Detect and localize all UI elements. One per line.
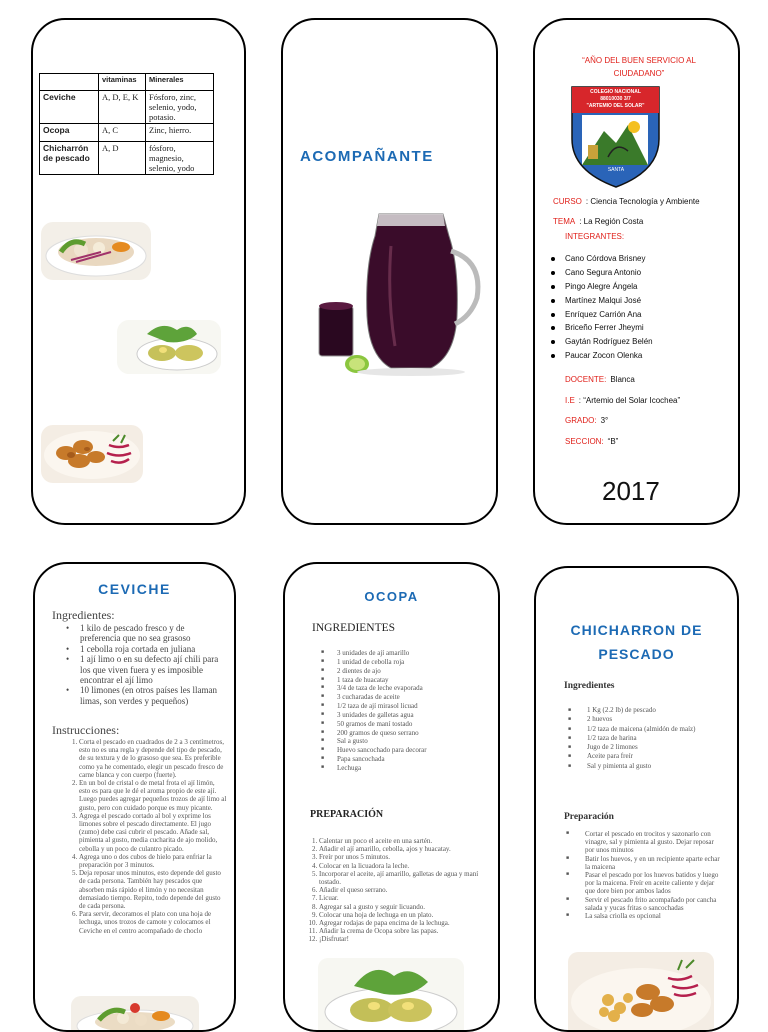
list-item: 5. Deja reposar unos minutos, esto depende del gusto de cada persona. También hay pescados que absorben más rápido el limón y no necesitan demasiado tiempo. Repito, todo depende del gusto de cada persona. bbox=[79, 869, 227, 910]
ie-line bbox=[565, 390, 680, 408]
ceviche-photo bbox=[41, 222, 151, 280]
list-item: 7. Licuar. bbox=[319, 894, 489, 902]
motto: “AÑO DEL BUEN SERVICIO AL CIUDADANO” bbox=[582, 56, 696, 78]
table-row bbox=[40, 124, 214, 142]
list-item-text: 1 unidad de cebolla roja bbox=[337, 657, 405, 666]
ocopa-ingredients-list bbox=[321, 649, 481, 773]
list-item-text: Jugo de 2 limones bbox=[587, 743, 638, 752]
member-item: Gaytán Rodríguez Belén bbox=[565, 337, 653, 346]
list-item: 1. Calentar un poco el aceite en una sartén. bbox=[319, 837, 489, 845]
docente-value: Blanca bbox=[610, 375, 635, 384]
list-item-text: 1 cebolla roja cortada en juliana bbox=[80, 643, 196, 654]
ceviche-ingredients-list bbox=[66, 623, 226, 706]
list-item-text: 3 cucharadas de aceite bbox=[337, 693, 400, 702]
list-item: • 1 kilo de pescado fresco y de preferencia que no sea grasoso bbox=[66, 623, 191, 644]
list-item: ■ 1 taza de huacatay bbox=[321, 675, 389, 684]
ie-value: : “Artemio del Solar Icochea” bbox=[578, 396, 681, 405]
list-item: ■ 1/2 taza de ají mirasol licuad bbox=[321, 702, 418, 711]
school-crest bbox=[568, 85, 663, 189]
list-item-text: 10 limones (en otros países les llaman limas, son verdes y pequeños) bbox=[80, 685, 217, 706]
table-header-cell bbox=[40, 74, 99, 91]
grado-label: GRADO: bbox=[565, 416, 597, 425]
list-item-text: 1 ají limo o en su defecto ají chili para los que viven fuera y es imposible encontrar el ají limo bbox=[80, 654, 219, 686]
list-item: ■ Jugo de 2 limones bbox=[568, 743, 638, 752]
list-item-text: Servir el pescado frito acompañado por cancha salada y yucas fritas o sancochadas bbox=[585, 895, 717, 912]
chicharron-bottom-photo bbox=[568, 952, 714, 1032]
member-item: Paucar Zocon Olenka bbox=[565, 351, 643, 360]
list-item-text: 2 dientes de ajo bbox=[337, 666, 381, 675]
list-item: ■ 3 unidades de galletas agua bbox=[321, 710, 414, 719]
ceviche-instructions-label: Instrucciones: bbox=[52, 723, 120, 737]
table-header-cell: Minerales bbox=[146, 74, 214, 91]
list-item: 8. Agregar sal a gusto y seguir licuando. bbox=[319, 903, 489, 911]
list-item: • 10 limones (en otros países les llaman limas, son verdes y pequeños) bbox=[66, 685, 217, 706]
list-item: 3. Freír por unos 5 minutos. bbox=[319, 853, 489, 861]
ceviche-bottom-photo bbox=[71, 996, 199, 1032]
list-item-text: 3/4 de taza de leche evaporada bbox=[337, 684, 423, 693]
list-item: 1. Corta el pescado en cuadrados de 2 a 3 centímetros, esto no es una regla y depende del tipo de pescado, de su textura y de lo grasoso que sea. Es preferible como ya he comentado, elegir un pescado fresco de carne blanca y con cuerpo (fuerte). bbox=[79, 738, 227, 779]
table-row bbox=[40, 91, 214, 124]
list-item-text: 1 taza de huacatay bbox=[337, 675, 389, 684]
integrantes-label: INTEGRANTES: bbox=[565, 232, 625, 241]
list-item-text: 2 huevos bbox=[587, 715, 613, 724]
tema-line bbox=[553, 211, 643, 229]
list-item: ■ Sal a gusto bbox=[321, 737, 368, 746]
list-item: ■ Pasar el pescado por los huevos batidos y luego por la maicena. Freír en aceite caliente y dejar que dore bien por ambos lados bbox=[566, 871, 719, 896]
list-item-text: Sal a gusto bbox=[337, 737, 368, 746]
list-item: ■ 1 Kg (2.2 lb) de pescado bbox=[568, 706, 656, 714]
curso-value: : Ciencia Tecnología y Ambiente bbox=[585, 197, 700, 206]
list-item: ■ 1/2 taza de maicena (almidón de maíz) bbox=[568, 724, 696, 733]
table-header-row bbox=[40, 74, 214, 91]
grado-value: 3° bbox=[600, 416, 609, 425]
acompanante-title: ACOMPAÑANTE bbox=[300, 148, 434, 165]
list-item: ■ Servir el pescado frito acompañado por cancha salada y yucas fritas o sancochadas bbox=[566, 895, 717, 912]
seccion-label: SECCION: bbox=[565, 437, 604, 446]
ocopa-photo bbox=[117, 320, 221, 374]
chicharron-photo bbox=[41, 425, 143, 483]
chicharron-preparation-list bbox=[566, 830, 724, 920]
tema-label: TEMA bbox=[553, 217, 576, 226]
list-item: ■ 1 unidad de cebolla roja bbox=[321, 657, 405, 666]
chicharron-ingredients-label: Ingredientes bbox=[564, 681, 615, 691]
list-item: 5. Incorporar el aceite, ají amarillo, galletas de agua y maní tostado. bbox=[319, 870, 489, 886]
crest-line2: 88010030 3/7 bbox=[600, 96, 631, 102]
crest-bottom: SANTA bbox=[607, 167, 625, 173]
ocopa-bottom-photo bbox=[318, 958, 464, 1032]
list-item-text: 1 Kg (2.2 lb) de pescado bbox=[587, 706, 656, 714]
list-item: 4. Agrega uno o dos cubos de hielo para enfriar la preparación por 3 minutos. bbox=[79, 853, 227, 869]
list-item: • 1 cebolla roja cortada en juliana bbox=[66, 643, 196, 654]
member-item: Enríquez Carrión Ana bbox=[565, 310, 642, 319]
table-cell: fósforo, magnesio, selenio, yodo bbox=[146, 142, 214, 175]
ceviche-title: CEVICHE bbox=[98, 581, 171, 597]
list-item-text: Aceite para freír bbox=[587, 752, 633, 761]
ocopa-preparation-label: PREPARACIÓN bbox=[310, 809, 384, 820]
list-item-text: Huevo sancochado para decorar bbox=[337, 746, 427, 755]
list-item: 9. Colocar una hoja de lechuga en un plato. bbox=[319, 911, 489, 919]
table-cell: Zinc, hierro. bbox=[146, 124, 214, 142]
list-item-text: 200 gramos de queso serrano bbox=[337, 728, 419, 737]
list-item: ■ 2 dientes de ajo bbox=[321, 666, 381, 675]
list-item: • 1 ají limo o en su defecto ají chili para los que viven fuera y es imposible encontrar el ají limo bbox=[66, 654, 219, 686]
member-item: Martínez Malqui José bbox=[565, 296, 642, 305]
list-item-text: 3 unidades de ají amarillo bbox=[337, 649, 410, 657]
chicha-morada-photo bbox=[311, 206, 481, 378]
table-cell: A, D, E, K bbox=[99, 91, 146, 124]
list-item: ■ La salsa criolla es opcional bbox=[566, 912, 661, 921]
list-item: 3. Agrega el pescado cortado al bol y exprime los limones sobre el pescado directamente. El jugo (zumo) debe casi cubrir el pescado. Añade sal, pimienta al gusto, media cucharita de ajo molido, cebolla y un poco de culantro picado. bbox=[79, 812, 227, 853]
table-cell: A, C bbox=[99, 124, 146, 142]
list-item: 12. ¡Disfrutar! bbox=[319, 935, 489, 943]
year: 2017 bbox=[602, 476, 660, 506]
chicharron-title-line2: PESCADO bbox=[598, 646, 675, 662]
panel-chicharron bbox=[534, 566, 739, 1032]
member-item: Briceño Ferrer Jheymi bbox=[565, 323, 644, 332]
panel-acompanante bbox=[281, 18, 498, 525]
curso-label: CURSO bbox=[553, 197, 582, 206]
list-item: ■ 2 huevos bbox=[568, 715, 613, 724]
list-item: 6. Para servir, decoramos el plato con una hoja de lechuga, unos trozos de camote y colocamos el Ceviche en el centro acompañado de choclo bbox=[79, 910, 227, 935]
list-item: ■ Huevo sancochado para decorar bbox=[321, 746, 427, 755]
list-item-text: Papa sancochada bbox=[337, 755, 385, 764]
ocopa-ingredients-label: INGREDIENTES bbox=[312, 622, 396, 634]
member-item: Cano Córdova Brisney bbox=[565, 254, 646, 263]
list-item: ■ Lechuga bbox=[321, 763, 362, 772]
list-item: ■ Cortar el pescado en trocitos y sazonarlo con vinagre, sal y pimienta al gusto. Dejar reposar por unos minutos bbox=[566, 830, 714, 855]
list-item-text: 3 unidades de galletas agua bbox=[337, 710, 414, 719]
list-item-text: Batir los huevos, y en un recipiente aparte echar la maicena bbox=[585, 854, 720, 871]
ceviche-ingredients-label: Ingredientes: bbox=[52, 608, 115, 622]
panel-cover bbox=[533, 18, 740, 525]
ocopa-title: OCOPA bbox=[364, 589, 419, 604]
list-item-text: 1 kilo de pescado fresco y de preferencia que no sea grasoso bbox=[80, 623, 191, 644]
list-item: 2. Añadir el ají amarillo, cebolla, ajos y huacatay. bbox=[319, 845, 489, 853]
list-item: 10. Agregar rodajas de papa encima de la lechuga. bbox=[319, 919, 489, 927]
list-item: 11. Añadir la crema de Ocopa sobre las papas. bbox=[319, 927, 489, 935]
list-item: ■ Aceite para freír bbox=[568, 752, 633, 761]
list-item-text: 1/2 taza de ají mirasol licuad bbox=[337, 702, 418, 711]
chicharron-title-line1: CHICHARRON DE bbox=[570, 622, 703, 638]
list-item: ■ 3 cucharadas de aceite bbox=[321, 693, 400, 702]
list-item-text: La salsa criolla es opcional bbox=[585, 912, 661, 921]
table-row bbox=[40, 142, 214, 175]
ie-label: I.E bbox=[565, 396, 575, 405]
grado-line bbox=[565, 410, 608, 428]
list-item: 2. En un bol de cristal o de metal frota el ají limón, esto es para que le dé el aroma propio de este ají. Luego puedes agregar pequeños trozos de ají limo al gusto, pero con cuidado porque es muy picante. bbox=[79, 779, 227, 812]
seccion-line bbox=[565, 431, 618, 449]
member-item: Pingo Alegre Ángela bbox=[565, 282, 638, 291]
nutrition-table bbox=[39, 73, 214, 175]
list-item: ■ Sal y pimienta al gusto bbox=[568, 761, 652, 770]
table-header-cell: vitaminas bbox=[99, 74, 146, 91]
list-item-text: Pasar el pescado por los huevos batidos y luego por la maicena. Freír en aceite caliente y dejar que dore bien por ambos lados bbox=[585, 871, 719, 896]
list-item: 6. Añadir el queso serrano. bbox=[319, 886, 489, 894]
docente-line bbox=[565, 369, 635, 387]
list-item: ■ Papa sancochada bbox=[321, 755, 385, 764]
list-item: ■ 50 gramos de maní tostado bbox=[321, 719, 413, 728]
list-item: ■ 3/4 de taza de leche evaporada bbox=[321, 684, 423, 693]
panel-nutrition bbox=[31, 18, 246, 525]
tema-value: : La Región Costa bbox=[579, 217, 644, 226]
table-cell: A, D bbox=[99, 142, 146, 175]
curso-line bbox=[553, 191, 700, 209]
panel-ocopa bbox=[283, 562, 500, 1032]
chicharron-ingredients-list bbox=[568, 706, 728, 771]
list-item: ■ 1/2 taza de harina bbox=[568, 733, 637, 742]
list-item: ■ Batir los huevos, y en un recipiente aparte echar la maicena bbox=[566, 854, 720, 871]
ocopa-preparation-list bbox=[319, 837, 489, 944]
member-item: Cano Segura Antonio bbox=[565, 268, 642, 277]
crest-line1: COLEGIO NACIONAL bbox=[590, 89, 641, 95]
table-cell: Ocopa bbox=[40, 124, 99, 142]
table-cell: Fósforo, zinc, selenio, yodo, potasio. bbox=[146, 91, 214, 124]
ceviche-instructions-list bbox=[79, 738, 227, 935]
list-item: 4. Colocar en la licuadora la leche. bbox=[319, 862, 489, 870]
docente-label: DOCENTE: bbox=[565, 375, 607, 384]
list-item-text: Cortar el pescado en trocitos y sazonarlo con vinagre, sal y pimienta al gusto. Dejar reposar por unos minutos bbox=[585, 830, 714, 855]
list-item-text: 1/2 taza de harina bbox=[587, 733, 637, 742]
list-item-text: 50 gramos de maní tostado bbox=[337, 719, 413, 728]
table-cell: Chicharrón de pescado bbox=[40, 142, 99, 175]
seccion-value: “B” bbox=[607, 437, 619, 446]
list-item: ■ 3 unidades de ají amarillo bbox=[321, 649, 410, 657]
list-item-text: 1/2 taza de maicena (almidón de maíz) bbox=[587, 724, 696, 733]
table-cell: Ceviche bbox=[40, 91, 99, 124]
crest-line3: "ARTEMIO DEL SOLAR" bbox=[586, 103, 645, 109]
list-item: ■ 200 gramos de queso serrano bbox=[321, 728, 419, 737]
panel-ceviche bbox=[33, 562, 236, 1032]
list-item-text: Lechuga bbox=[337, 763, 362, 772]
list-item-text: Sal y pimienta al gusto bbox=[587, 761, 652, 770]
chicharron-preparation-label: Preparación bbox=[564, 812, 614, 822]
